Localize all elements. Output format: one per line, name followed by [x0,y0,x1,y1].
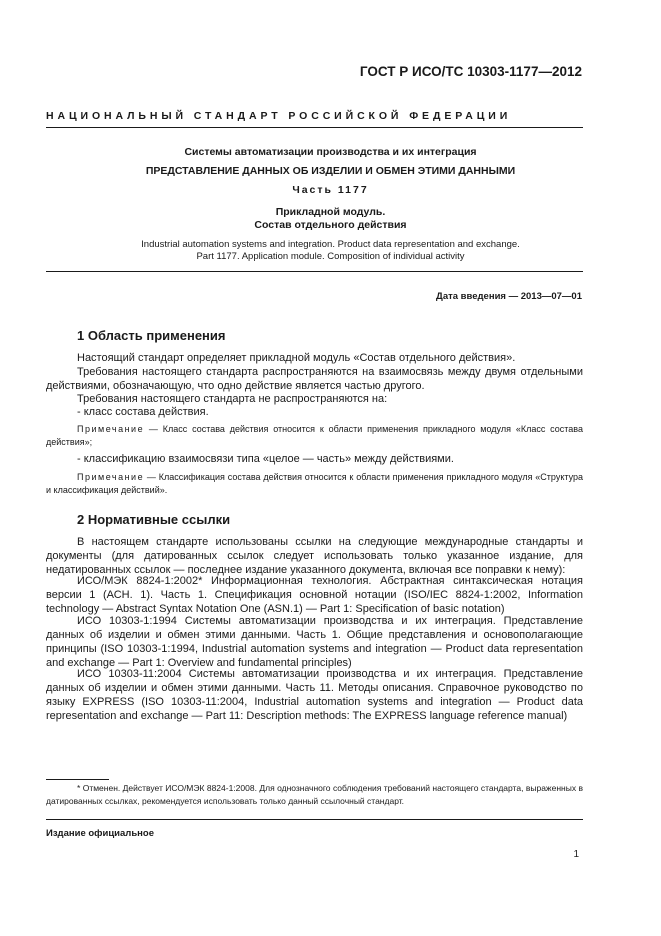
section-1-heading: 1 Область применения [77,328,226,343]
title-line-2: ПРЕДСТАВЛЕНИЕ ДАННЫХ ОБ ИЗДЕЛИИ И ОБМЕН ЭТИМИ ДАННЫМИ [145,165,516,177]
section-1-list-item-1: - класс состава действия. [77,406,209,418]
note-2-label: Примечание [77,472,145,482]
page-number: 1 [573,849,579,860]
edition-label: Издание официальное [46,828,154,839]
english-title-2: Part 1177. Application module. Composition of individual activity [196,251,465,262]
header-divider [46,127,583,128]
note-2 [46,471,583,496]
national-standard-banner: НАЦИОНАЛЬНЫЙ СТАНДАРТ РОССИЙСКОЙ ФЕДЕРАЦИИ [46,110,512,122]
module-title-1: Прикладной модуль. [275,206,386,218]
document-code: ГОСТ Р ИСО/ТС 10303-1177—2012 [359,64,582,79]
section-1-paragraph-2: Требования настоящего стандарта распространяются на взаимосвязь между двумя отдельными действиями, обозначающую, что одно действие является частью другого. [46,366,583,392]
footer-divider [46,819,583,820]
section-1-list-item-2: - классификацию взаимосвязи типа «целое — часть» между действиями. [77,453,454,465]
title-line-1: Системы автоматизации производства и их интеграция [184,146,477,158]
section-1-paragraph-1: Настоящий стандарт определяет прикладной модуль «Состав отдельного действия». [77,352,516,364]
section-2-heading: 2 Нормативные ссылки [77,512,231,527]
footnote-divider [46,779,109,780]
reference-2: ИСО 10303-1:1994 Системы автоматизации производства и их интеграция. Представление данных об изделии и обмен этими данными. Часть 1. Общие представления и основополагающие принципы (ISO 10303-1:1994, Industrial automation systems and integration — Product data representation and exchange — Part 1: Overview and fundamental principles) [46,615,583,669]
note-1 [46,423,583,448]
effective-date: Дата введения — 2013—07—01 [436,291,582,302]
module-title-2: Состав отдельного действия [254,219,407,231]
note-2-text: — Классификация состава действия относится к области применения прикладного модуля «Структура и классификация действий». [46,472,583,495]
note-1-label: Примечание [77,424,145,434]
reference-1: ИСО/МЭК 8824-1:2002* Информационная технология. Абстрактная синтаксическая нотация версии 1 (АСН. 1). Часть 1. Спецификация основной нотации (ISO/IEC 8824-1:2002, Information technology — Abstract Syntax Notation One (ASN.1) — Part 1: Specification of basic notation) [46,575,583,615]
part-number: Часть 1177 [292,184,369,196]
note-1-text: — Класс состава действия относится к области применения прикладного модуля «Класс состава действия»; [46,424,583,447]
section-2-intro: В настоящем стандарте использованы ссылки на следующие международные стандарты и документы (для датированных ссылок следует использовать только указанное издание, для недатированных ссылок — последнее издание указанного документа, включая все поправки к нему): [46,536,583,576]
title-divider [46,271,583,272]
section-1-paragraph-3: Требования настоящего стандарта не распространяются на: [77,393,388,405]
footnote: * Отменен. Действует ИСО/МЭК 8824-1:2008. Для однозначного соблюдения требований настоящего стандарта, выраженных в датированных ссылках, рекомендуется использовать только данный ссылочный стандарт. [46,783,583,806]
reference-3: ИСО 10303-11:2004 Системы автоматизации производства и их интеграция. Представление данных об изделии и обмен этими данными. Часть 11. Методы описания. Справочное руководство по языку EXPRESS (ISO 10303-11:2004, Industrial automation systems and integration — Product data representation and exchange — Part 11: Description methods: The EXPRESS language reference manual) [46,668,583,722]
english-title-1: Industrial automation systems and integration. Product data representation and exchange. [141,239,520,250]
